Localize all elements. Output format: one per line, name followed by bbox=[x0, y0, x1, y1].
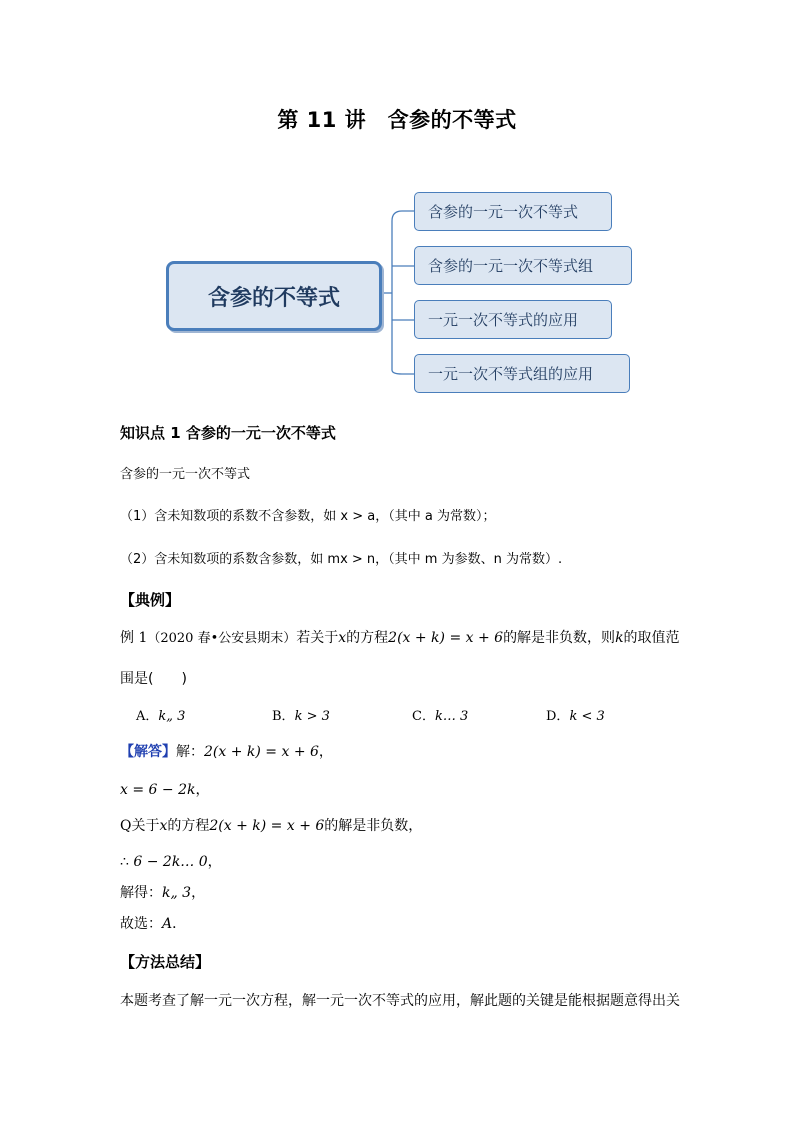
example-source: （2020 春•公安县期末） bbox=[147, 631, 297, 646]
solution-comma4: ， bbox=[207, 854, 222, 870]
option-c bbox=[412, 705, 468, 724]
option-d bbox=[546, 705, 605, 724]
example-heading: 【典例】 bbox=[120, 591, 181, 609]
knowledge-point-1 bbox=[120, 505, 495, 524]
solution-line3-text1: 关于 bbox=[131, 818, 160, 834]
mindmap-branch-2: 含参的一元一次不等式组 bbox=[414, 246, 632, 285]
solution-result: k„ 3 bbox=[162, 885, 192, 901]
solution-ineq: 6 − 2k… 0 bbox=[133, 854, 208, 870]
because-symbol: Q bbox=[120, 818, 132, 834]
solution-answer: A bbox=[162, 916, 173, 932]
question-text-2: 的方程 bbox=[346, 630, 389, 646]
point1-expression: x > a bbox=[340, 509, 376, 524]
point1-prefix: （1）含未知数项的系数不含参数，如 bbox=[120, 509, 341, 524]
question-var-k: k bbox=[615, 630, 624, 646]
mindmap-branch-3: 一元一次不等式的应用 bbox=[414, 300, 612, 339]
solution-line1 bbox=[120, 741, 333, 761]
option-a-label: A． bbox=[136, 709, 159, 724]
solution-line4 bbox=[120, 851, 222, 871]
method-heading: 【方法总结】 bbox=[120, 953, 211, 971]
point2-prefix: （2）含未知数项的系数含参数，如 bbox=[120, 552, 328, 567]
knowledge-point-2 bbox=[120, 548, 562, 567]
example-label: 例 1 bbox=[120, 630, 148, 646]
solution-comma2: ， bbox=[195, 782, 210, 798]
option-b-expr: k > 3 bbox=[294, 709, 330, 724]
point2-expression: mx > n bbox=[327, 552, 376, 567]
solution-comma5: ， bbox=[191, 885, 206, 901]
option-d-label: D． bbox=[546, 709, 570, 724]
solution-line3-eq: 2(x + k) = x + 6 bbox=[209, 818, 325, 834]
section-heading: 知识点 1 含参的一元一次不等式 bbox=[120, 424, 336, 442]
question-text-1: 若关于 bbox=[296, 630, 339, 646]
section-subheading: 含参的一元一次不等式 bbox=[120, 467, 251, 482]
solution-line3-text3: 的解是非负数， bbox=[324, 818, 423, 834]
option-a-expr: k„ 3 bbox=[158, 709, 186, 724]
solution-period: ． bbox=[172, 916, 187, 932]
solution-eq1: 2(x + k) = x + 6 bbox=[204, 744, 319, 760]
solution-line3-text2: 的方程 bbox=[167, 818, 210, 834]
option-b-label: B． bbox=[272, 709, 295, 724]
method-text: 本题考查了解一元一次方程，解一元一次不等式的应用，解此题的关键是能根据题意得出关 bbox=[120, 993, 680, 1009]
option-b bbox=[272, 705, 330, 724]
option-d-expr: k < 3 bbox=[569, 709, 605, 724]
page-title: 第 11 讲 含参的不等式 bbox=[277, 108, 517, 132]
mindmap-root: 含参的不等式 bbox=[166, 261, 382, 331]
solution-line5-text: 解得： bbox=[120, 885, 162, 901]
question-var-x: x bbox=[338, 630, 347, 646]
mindmap-branch-4: 一元一次不等式组的应用 bbox=[414, 354, 630, 393]
option-c-label: C． bbox=[412, 709, 435, 724]
therefore-symbol: ∴ bbox=[120, 854, 129, 870]
mindmap-connectors bbox=[0, 0, 794, 420]
solution-line5 bbox=[120, 882, 205, 902]
mindmap-branch-1: 含参的一元一次不等式 bbox=[414, 192, 612, 231]
example-question-line2: 围是( ) bbox=[120, 671, 187, 687]
point2-suffix: ，（其中 m 为参数、n 为常数）. bbox=[375, 552, 563, 567]
point1-suffix: ，（其中 a 为常数）； bbox=[375, 509, 496, 524]
solution-eq2: x = 6 − 2k bbox=[120, 782, 196, 798]
solution-intro: 解： bbox=[176, 744, 204, 760]
example-question-line1 bbox=[120, 627, 690, 647]
question-text-3: 的解是非负数，则 bbox=[503, 630, 616, 646]
option-c-expr: k… 3 bbox=[434, 709, 469, 724]
question-text-4: 的取值范 bbox=[623, 630, 680, 646]
solution-line6 bbox=[120, 913, 186, 933]
solution-comma1: ， bbox=[318, 744, 333, 760]
solution-line3-var: x bbox=[159, 818, 168, 834]
solution-line2 bbox=[120, 779, 209, 799]
solution-line6-text: 故选： bbox=[120, 916, 162, 932]
solution-line3 bbox=[120, 815, 422, 835]
question-equation: 2(x + k) = x + 6 bbox=[388, 630, 504, 646]
option-a bbox=[136, 705, 185, 724]
solution-tag: 【解答】 bbox=[120, 744, 176, 760]
